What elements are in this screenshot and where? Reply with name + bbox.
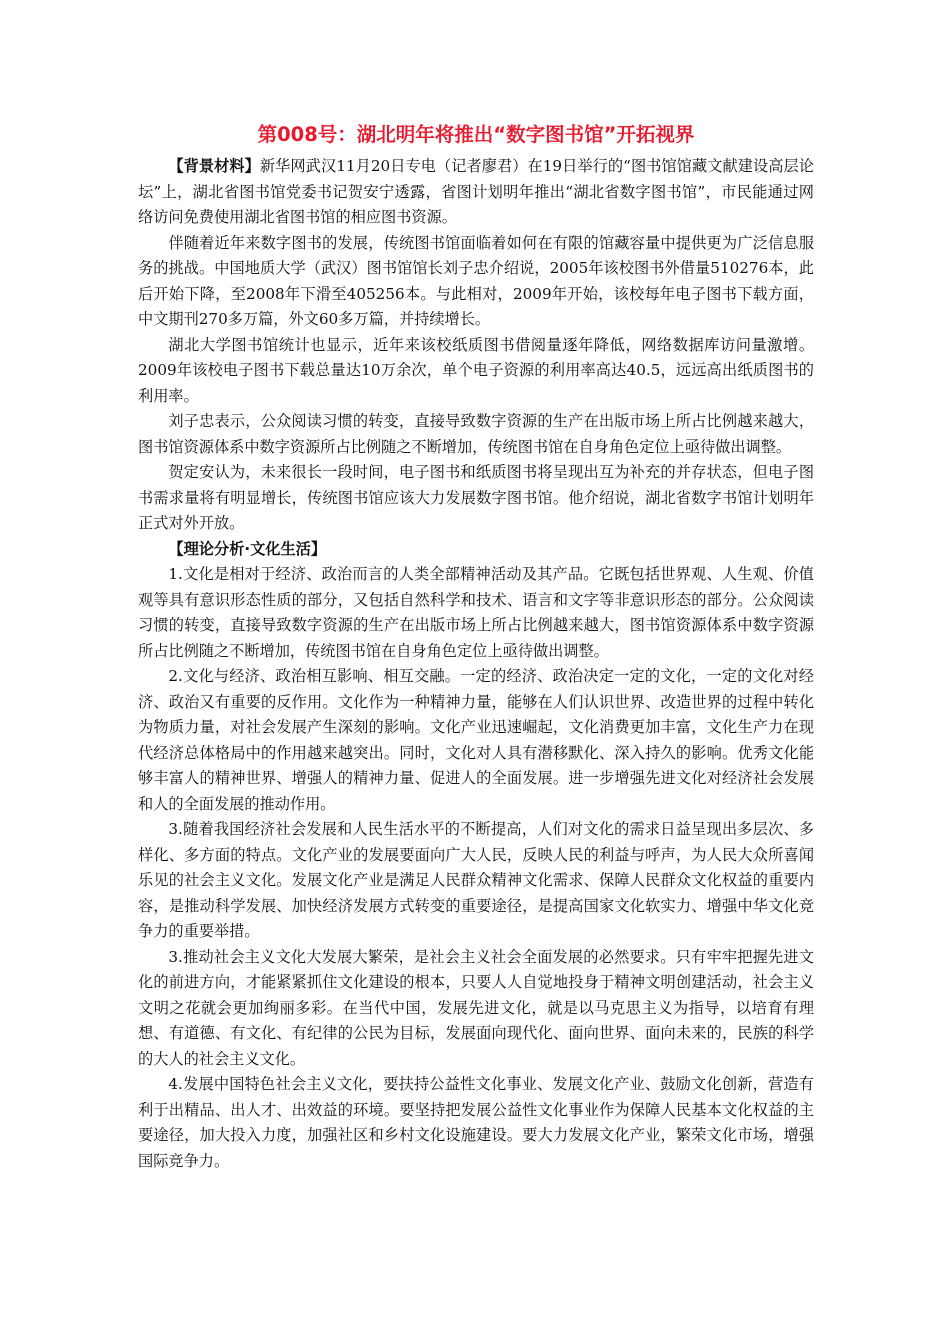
background-paragraph-1-text: 新华网武汉11月20日专电（记者廖君）在19日举行的“图书馆馆藏文献建设高层论坛”上，湖北省图书馆党委书记贺安宁透露，省图计划明年推出“湖北省数字图书馆”，市民能通过网络访问免费使用湖北省图书馆的相应图书资源。 <box>138 157 814 226</box>
analysis-paragraph-3: 3.随着我国经济社会发展和人民生活水平的不断提高，人们对文化的需求日益呈现出多层次、多样化、多方面的特点。文化产业的发展要面向广大人民，反映人民的利益与呼声，为人民大众所喜闻乐见的社会主义文化。发展文化产业是满足人民群众精神文化需求、保障人民群众文化权益的重要内容，是推动科学发展、加快经济发展方式转变的重要途径，是提高国家文化软实力、增强中华文化竞争力的重要举措。 <box>138 820 814 940</box>
background-paragraph-5: 贺定安认为，未来很长一段时间，电子图书和纸质图书将呈现出互为补充的并存状态，但电子图书需求量将有明显增长，传统图书馆应该大力发展数字图书馆。他介绍说，湖北省数字书馆计划明年正式对外开放。 <box>138 463 814 532</box>
background-paragraph-3: 湖北大学图书馆统计也显示，近年来该校纸质图书借阅量逐年降低，网络数据库访问量激增。2009年该校电子图书下载总量达10万余次，单个电子资源的利用率高达40.5，远远高出纸质图书的利用率。 <box>138 335 814 405</box>
analysis-paragraph-5: 4.发展中国特色社会主义文化，要扶持公益性文化事业、发展文化产业、鼓励文化创新，营造有利于出精品、出人才、出效益的环境。要坚持把发展公益性文化事业作为保障人民基本文化权益的主要途径，加大投入力度，加强社区和乡村文化设施建设。要大力发展文化产业，繁荣文化市场，增强国际竞争力。 <box>138 1075 814 1170</box>
document-page <box>138 120 814 1174</box>
analysis-heading: 【理论分析·文化生活】 <box>168 539 327 558</box>
background-tag: 【背景材料】 <box>168 157 260 175</box>
analysis-paragraph-1: 1.文化是相对于经济、政治而言的人类全部精神活动及其产品。它既包括世界观、人生观、价值观等具有意识形态性质的部分，又包括自然科学和技术、语言和文字等非意识形态的部分。公众阅读习惯的转变，直接导致数字资源的生产在出版市场上所占比例越来越大，图书馆资源体系中数字资源所占比例随之不断增加，传统图书馆在自身角色定位上亟待做出调整。 <box>138 565 814 660</box>
analysis-paragraph-2: 2.文化与经济、政治相互影响、相互交融。一定的经济、政治决定一定的文化，一定的文化对经济、政治又有重要的反作用。文化作为一种精神力量，能够在人们认识世界、改造世界的过程中转化为物质力量，对社会发展产生深刻的影响。文化产业迅速崛起，文化消费更加丰富，文化生产力在现代经济总体格局中的作用越来越突出。同时，文化对人具有潜移默化、深入持久的影响。优秀文化能够丰富人的精神世界、增强人的精神力量、促进人的全面发展。进一步增强先进文化对经济社会发展和人的全面发展的推动作用。 <box>138 667 814 813</box>
background-paragraph-4: 刘子忠表示，公众阅读习惯的转变，直接导致数字资源的生产在出版市场上所占比例越来越大，图书馆资源体系中数字资源所占比例随之不断增加，传统图书馆在自身角色定位上亟待做出调整。 <box>138 412 814 456</box>
document-title: 第008号：湖北明年将推出“数字图书馆”开拓视界 <box>257 123 695 146</box>
background-paragraph-2: 伴随着近年来数字图书的发展，传统图书馆面临着如何在有限的馆藏容量中提供更为广泛信息服务的挑战。中国地质大学（武汉）图书馆馆长刘子忠介绍说，2005年该校图书外借量510276本，此后开始下降，至2008年下滑至405256本。与此相对，2009年开始，该校每年电子图书下载方面，中文期刊270多万篇，外文60多万篇，并持续增长。 <box>138 233 814 328</box>
analysis-paragraph-4: 3.推动社会主义文化大发展大繁荣，是社会主义社会全面发展的必然要求。只有牢牢把握先进文化的前进方向，才能紧紧抓住文化建设的根本，只要人人自觉地投身于精神文明创建活动，社会主义文明之花就会更加绚丽多彩。在当代中国，发展先进文化，就是以马克思主义为指导，以培育有理想、有道德、有文化、有纪律的公民为目标，发展面向现代化、面向世界、面向未来的，民族的科学的大人的社会主义文化。 <box>138 947 814 1068</box>
background-paragraph-1 <box>138 154 814 231</box>
